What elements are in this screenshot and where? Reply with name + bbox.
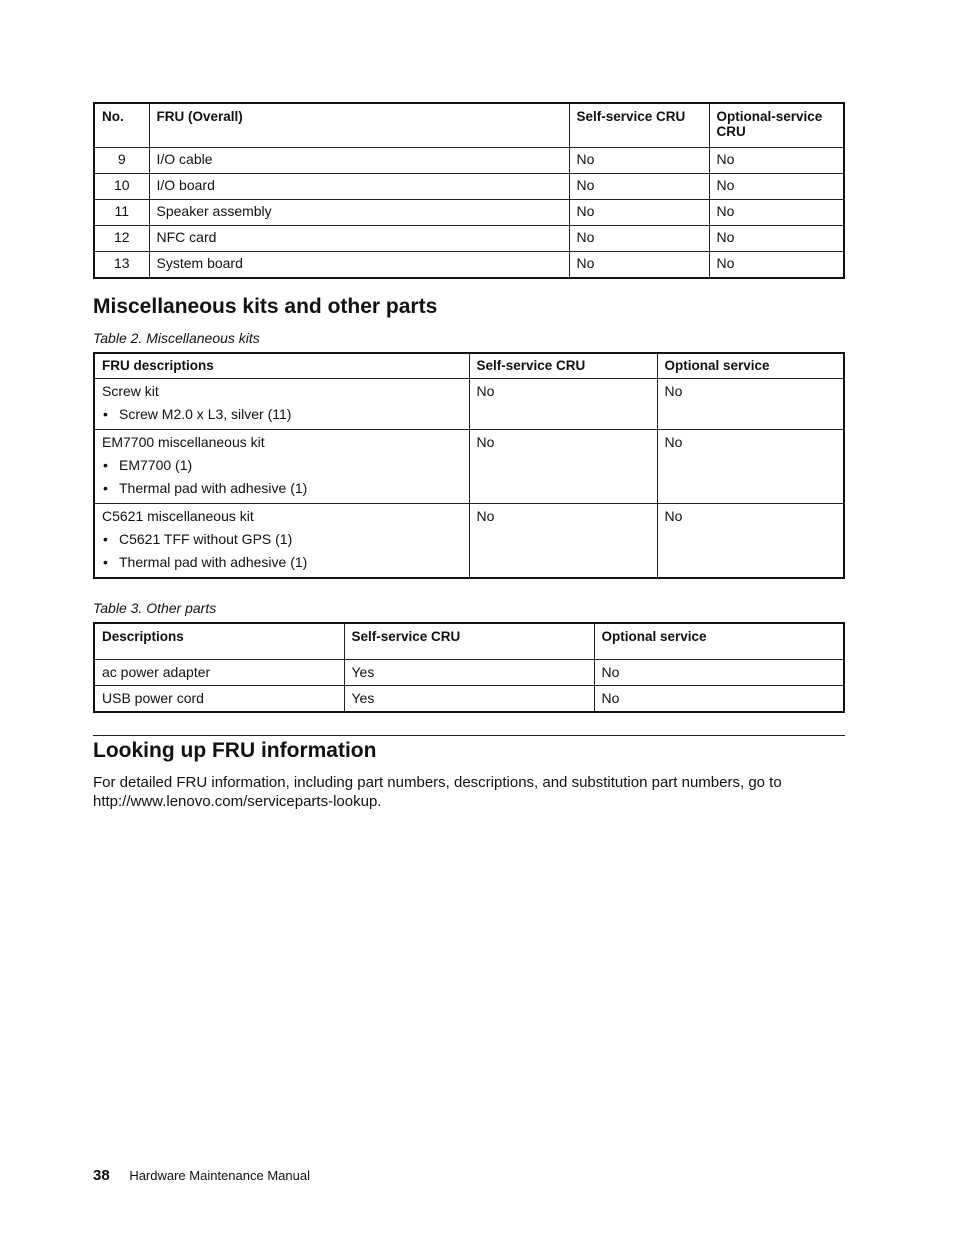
- table-cell: Speaker assembly: [149, 200, 569, 226]
- table-row: [94, 174, 844, 200]
- table-row: [94, 504, 844, 579]
- table-header-row: [94, 623, 844, 660]
- column-header: Optional service: [594, 623, 844, 660]
- table-cell: No: [709, 252, 844, 279]
- table-cell: 13: [94, 252, 149, 279]
- manual-title: Hardware Maintenance Manual: [129, 1168, 310, 1183]
- kit-title: Screw kit: [102, 383, 159, 399]
- table-row: [94, 686, 844, 713]
- table-cell: Yes: [344, 686, 594, 713]
- table-row: [94, 226, 844, 252]
- table-cell: No: [657, 504, 844, 579]
- table2-caption: Table 2. Miscellaneous kits: [93, 330, 260, 346]
- table-row: [94, 148, 844, 174]
- column-header: Self-service CRU: [569, 103, 709, 148]
- table-row: [94, 379, 844, 430]
- kit-item: • Thermal pad with adhesive (1): [102, 480, 462, 497]
- table-cell: No: [657, 430, 844, 504]
- table-header-row: [94, 103, 844, 148]
- column-header: Optional service: [657, 353, 844, 379]
- section-heading-misc: Miscellaneous kits and other parts: [93, 295, 438, 318]
- page-footer: [93, 1167, 310, 1184]
- table-cell: No: [569, 174, 709, 200]
- other-parts-table: [93, 622, 845, 713]
- table-cell: No: [469, 430, 657, 504]
- lookup-paragraph: For detailed FRU information, including part numbers, descriptions, and substitution part numbers, go to http://www.lenovo.com/serviceparts-lookup.: [93, 774, 782, 810]
- table-row: [94, 252, 844, 279]
- column-header: FRU (Overall): [149, 103, 569, 148]
- kit-item: • C5621 TFF without GPS (1): [102, 531, 462, 548]
- kit-item: • Screw M2.0 x L3, silver (11): [102, 406, 462, 423]
- table-cell: 9: [94, 148, 149, 174]
- kit-item: • Thermal pad with adhesive (1): [102, 554, 462, 571]
- fru-table: [93, 102, 845, 279]
- table-row: [94, 430, 844, 504]
- table-cell: No: [569, 226, 709, 252]
- table-cell: [94, 430, 469, 504]
- table3-caption: Table 3. Other parts: [93, 600, 217, 616]
- column-header: Optional-service CRU: [709, 103, 844, 148]
- table-cell: 12: [94, 226, 149, 252]
- column-header: Self-service CRU: [344, 623, 594, 660]
- misc-kits-table: [93, 352, 845, 579]
- table-cell: No: [569, 200, 709, 226]
- table-cell: No: [657, 379, 844, 430]
- table-cell: No: [569, 252, 709, 279]
- table-cell: No: [569, 148, 709, 174]
- column-header: Self-service CRU: [469, 353, 657, 379]
- table-row: [94, 200, 844, 226]
- column-header: No.: [94, 103, 149, 148]
- table-cell: Yes: [344, 660, 594, 686]
- table-cell: 10: [94, 174, 149, 200]
- column-header: Descriptions: [94, 623, 344, 660]
- table-cell: System board: [149, 252, 569, 279]
- table-cell: No: [594, 660, 844, 686]
- table-cell: No: [594, 686, 844, 713]
- page-number: 38: [93, 1167, 110, 1184]
- table-cell: [94, 504, 469, 579]
- table-row: [94, 660, 844, 686]
- table-cell: NFC card: [149, 226, 569, 252]
- section-heading-lookup: Looking up FRU information: [93, 739, 377, 762]
- table-cell: No: [709, 174, 844, 200]
- table-cell: No: [469, 379, 657, 430]
- table-header-row: [94, 353, 844, 379]
- kit-title: C5621 miscellaneous kit: [102, 508, 254, 524]
- section-divider: [93, 735, 845, 736]
- table-cell: USB power cord: [94, 686, 344, 713]
- table-cell: I/O board: [149, 174, 569, 200]
- column-header: FRU descriptions: [94, 353, 469, 379]
- table-cell: 11: [94, 200, 149, 226]
- table-cell: No: [709, 200, 844, 226]
- table-cell: [94, 379, 469, 430]
- kit-title: EM7700 miscellaneous kit: [102, 434, 265, 450]
- table-cell: No: [469, 504, 657, 579]
- table-cell: No: [709, 148, 844, 174]
- kit-item: • EM7700 (1): [102, 457, 462, 474]
- table-cell: ac power adapter: [94, 660, 344, 686]
- table-cell: I/O cable: [149, 148, 569, 174]
- table-cell: No: [709, 226, 844, 252]
